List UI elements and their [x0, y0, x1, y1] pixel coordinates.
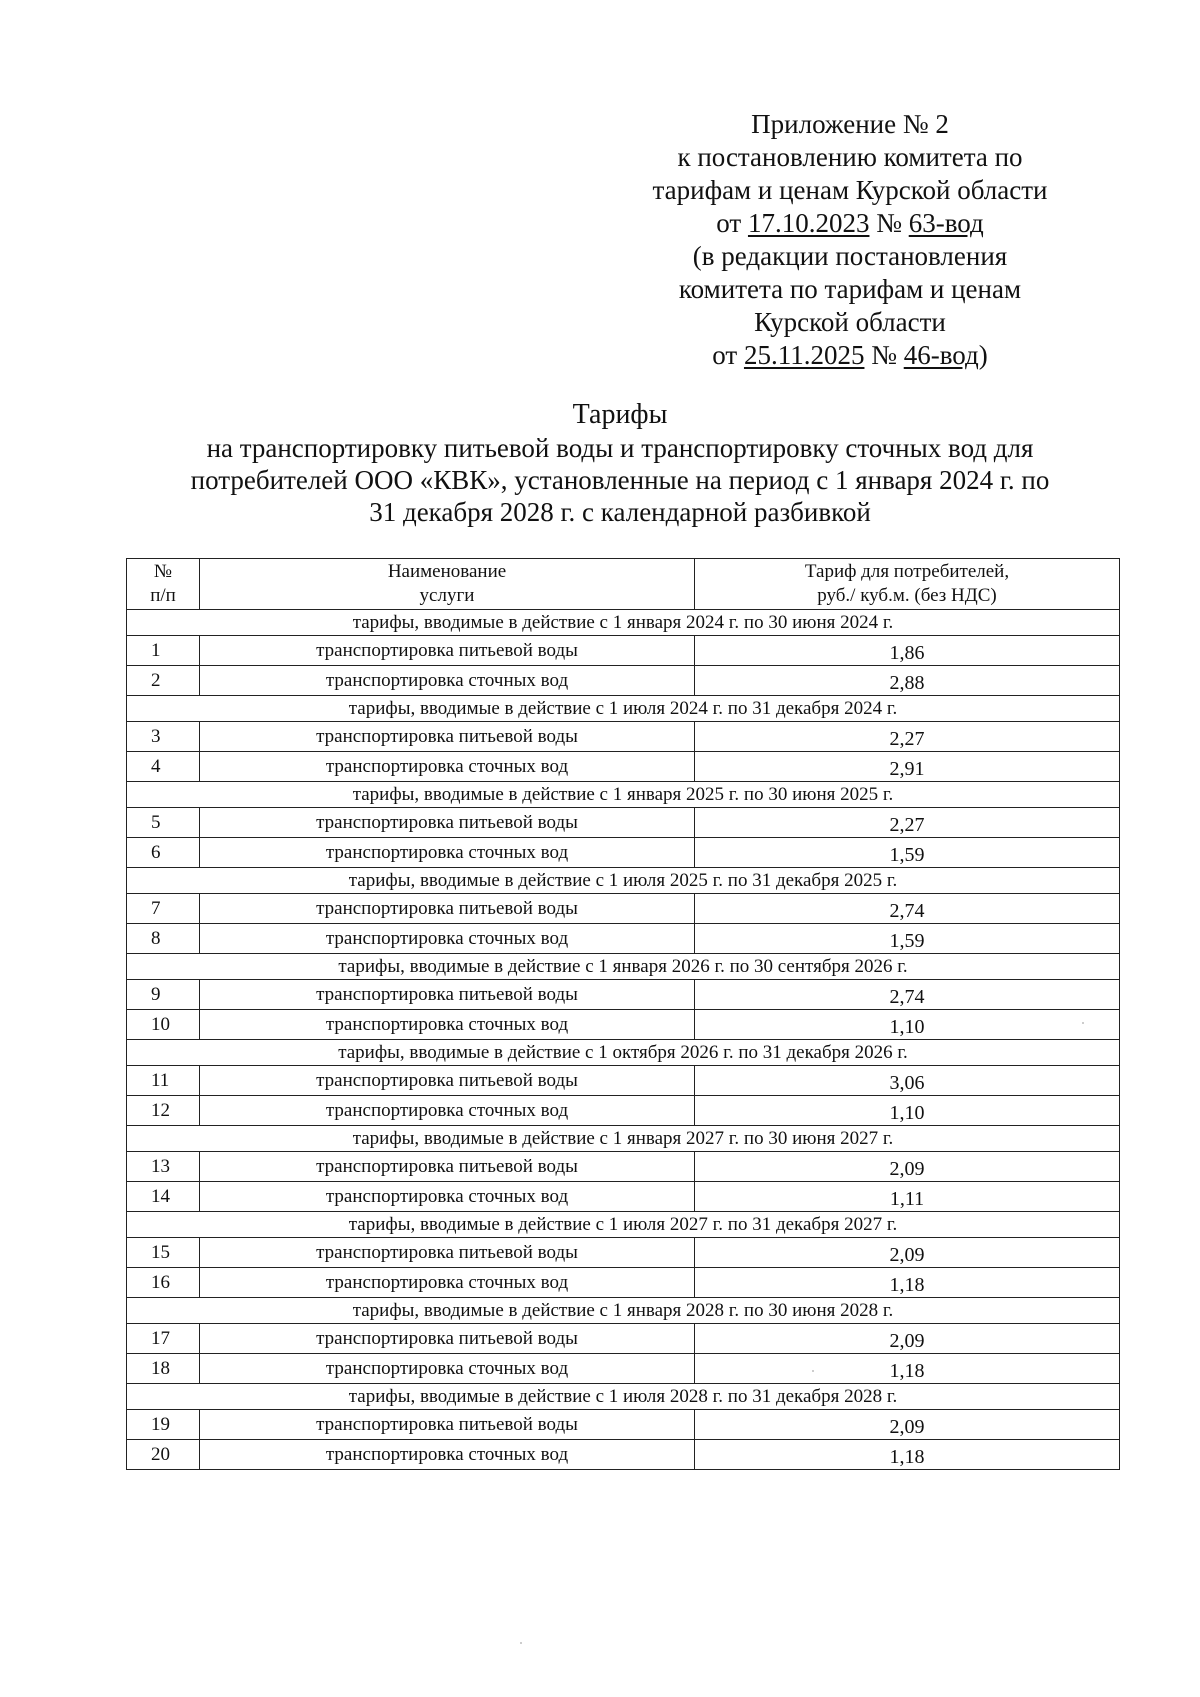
tariff-table-body [127, 610, 1120, 1470]
annex-prefix: от [712, 340, 744, 370]
row-service: транспортировка сточных вод [200, 666, 695, 696]
period-label: тарифы, вводимые в действие с 1 октября 2026 г. по 31 декабря 2026 г. [127, 1040, 1120, 1066]
header-service-line2: услуги [419, 585, 475, 606]
annex-number-sign: № [864, 340, 904, 370]
row-number: 18 [127, 1354, 200, 1384]
row-number: 9 [127, 980, 200, 1010]
period-label: тарифы, вводимые в действие с 1 января 2026 г. по 30 сентября 2026 г. [127, 954, 1120, 980]
tariff-table [126, 558, 1120, 1470]
period-row [127, 1298, 1120, 1324]
row-service: транспортировка сточных вод [200, 1010, 695, 1040]
annex-number-sign: № [869, 208, 909, 238]
scan-speck [812, 1370, 814, 1372]
header-tariff-line1: Тариф для потребителей, [804, 561, 1010, 582]
row-number: 19 [127, 1410, 200, 1440]
table-row [127, 838, 1120, 868]
annex-decree-ref [620, 207, 1080, 240]
period-row [127, 1212, 1120, 1238]
row-number: 16 [127, 1268, 200, 1298]
period-label: тарифы, вводимые в действие с 1 июля 2027 г. по 31 декабря 2027 г. [127, 1212, 1120, 1238]
row-number: 5 [127, 808, 200, 838]
row-tariff: 2,09 [695, 1238, 1120, 1268]
period-label: тарифы, вводимые в действие с 1 июля 2028 г. по 31 декабря 2028 г. [127, 1384, 1120, 1410]
period-row [127, 1384, 1120, 1410]
header-number-line2: п/п [150, 585, 176, 606]
row-service: транспортировка питьевой воды [200, 1324, 695, 1354]
period-row [127, 610, 1120, 636]
row-tariff: 1,18 [695, 1268, 1120, 1298]
annex-line: тарифам и ценам Курской области [652, 175, 1048, 205]
table-row [127, 752, 1120, 782]
row-service: транспортировка сточных вод [200, 1354, 695, 1384]
row-tariff: 2,91 [695, 752, 1120, 782]
period-label: тарифы, вводимые в действие с 1 января 2028 г. по 30 июня 2028 г. [127, 1298, 1120, 1324]
row-tariff: 1,18 [695, 1440, 1120, 1470]
table-row [127, 1066, 1120, 1096]
decree-number: 63-вод [908, 208, 984, 238]
row-tariff: 1,11 [695, 1182, 1120, 1212]
annex-line: комитета по тарифам и ценам [678, 274, 1022, 304]
row-service: транспортировка питьевой воды [200, 636, 695, 666]
annex-prefix: от [716, 208, 748, 238]
scan-speck [520, 1642, 522, 1644]
row-number: 13 [127, 1152, 200, 1182]
row-tariff: 2,88 [695, 666, 1120, 696]
row-number: 7 [127, 894, 200, 924]
annex-line: (в редакции постановления [692, 241, 1008, 271]
row-tariff: 2,27 [695, 722, 1120, 752]
row-service: транспортировка питьевой воды [200, 1238, 695, 1268]
row-number: 11 [127, 1066, 200, 1096]
table-row [127, 722, 1120, 752]
header-service [200, 559, 695, 610]
table-row [127, 808, 1120, 838]
row-number: 20 [127, 1440, 200, 1470]
row-service: транспортировка питьевой воды [200, 980, 695, 1010]
table-row [127, 1152, 1120, 1182]
header-tariff-line2: руб./ куб.м. (без НДС) [817, 585, 997, 606]
table-row [127, 1238, 1120, 1268]
annex-title: Приложение № 2 [751, 109, 949, 139]
period-row [127, 954, 1120, 980]
row-number: 3 [127, 722, 200, 752]
row-number: 12 [127, 1096, 200, 1126]
table-row [127, 924, 1120, 954]
row-number: 15 [127, 1238, 200, 1268]
table-row [127, 894, 1120, 924]
row-tariff: 2,09 [695, 1324, 1120, 1354]
period-label: тарифы, вводимые в действие с 1 июля 2025 г. по 31 декабря 2025 г. [127, 868, 1120, 894]
header-tariff [695, 559, 1120, 610]
row-service: транспортировка питьевой воды [200, 1152, 695, 1182]
decree-date: 17.10.2023 [747, 208, 870, 238]
row-number: 14 [127, 1182, 200, 1212]
row-service: транспортировка питьевой воды [200, 1066, 695, 1096]
row-tariff: 1,59 [695, 838, 1120, 868]
table-header-row [127, 559, 1120, 610]
row-number: 17 [127, 1324, 200, 1354]
row-tariff: 3,06 [695, 1066, 1120, 1096]
document-subtitle-line: на транспортировку питьевой воды и транспортировку сточных вод для [206, 433, 1034, 463]
row-service: транспортировка сточных вод [200, 838, 695, 868]
document-title: Тарифы [572, 399, 668, 430]
row-number: 4 [127, 752, 200, 782]
table-row [127, 980, 1120, 1010]
document-subtitle-line: 31 декабря 2028 г. с календарной разбивкой [369, 497, 871, 527]
header-number-line1: № [153, 561, 173, 582]
row-tariff: 1,59 [695, 924, 1120, 954]
table-row [127, 1182, 1120, 1212]
period-label: тарифы, вводимые в действие с 1 января 2024 г. по 30 июня 2024 г. [127, 610, 1120, 636]
table-row [127, 666, 1120, 696]
row-service: транспортировка сточных вод [200, 924, 695, 954]
row-service: транспортировка сточных вод [200, 1182, 695, 1212]
period-label: тарифы, вводимые в действие с 1 января 2025 г. по 30 июня 2025 г. [127, 782, 1120, 808]
row-service: транспортировка сточных вод [200, 1440, 695, 1470]
table-row [127, 1268, 1120, 1298]
row-tariff: 2,74 [695, 894, 1120, 924]
period-row [127, 782, 1120, 808]
period-label: тарифы, вводимые в действие с 1 июля 2024 г. по 31 декабря 2024 г. [127, 696, 1120, 722]
annex-line: Курской области [754, 307, 946, 337]
row-tariff: 2,09 [695, 1152, 1120, 1182]
row-number: 6 [127, 838, 200, 868]
period-row [127, 696, 1120, 722]
row-service: транспортировка сточных вод [200, 1096, 695, 1126]
table-row [127, 1010, 1120, 1040]
row-service: транспортировка сточных вод [200, 752, 695, 782]
row-number: 1 [127, 636, 200, 666]
scan-speck [1082, 1022, 1084, 1024]
row-tariff: 1,10 [695, 1096, 1120, 1126]
row-tariff: 1,18 [695, 1354, 1120, 1384]
annex-block [620, 108, 1080, 372]
row-service: транспортировка питьевой воды [200, 808, 695, 838]
table-row [127, 1354, 1120, 1384]
row-service: транспортировка питьевой воды [200, 894, 695, 924]
amendment-date: 25.11.2025 [743, 340, 865, 370]
row-number: 8 [127, 924, 200, 954]
header-number [127, 559, 200, 610]
table-row [127, 1324, 1120, 1354]
row-service: транспортировка сточных вод [200, 1268, 695, 1298]
table-row [127, 636, 1120, 666]
period-row [127, 1040, 1120, 1066]
row-tariff: 2,27 [695, 808, 1120, 838]
period-label: тарифы, вводимые в действие с 1 января 2027 г. по 30 июня 2027 г. [127, 1126, 1120, 1152]
table-row [127, 1096, 1120, 1126]
period-row [127, 1126, 1120, 1152]
row-tariff: 2,09 [695, 1410, 1120, 1440]
table-row [127, 1440, 1120, 1470]
header-service-line1: Наименование [387, 561, 507, 582]
annex-amendment-ref [620, 339, 1080, 372]
row-service: транспортировка питьевой воды [200, 1410, 695, 1440]
row-number: 2 [127, 666, 200, 696]
amendment-number: 46-вод [903, 340, 979, 370]
row-tariff: 1,86 [695, 636, 1120, 666]
document-heading [150, 398, 1090, 528]
annex-line: к постановлению комитета по [677, 142, 1023, 172]
row-service: транспортировка питьевой воды [200, 722, 695, 752]
row-tariff: 1,10 [695, 1010, 1120, 1040]
annex-closing-paren: ) [978, 340, 988, 370]
period-row [127, 868, 1120, 894]
table-row [127, 1410, 1120, 1440]
row-tariff: 2,74 [695, 980, 1120, 1010]
document-subtitle-line: потребителей ООО «КВК», установленные на период с 1 января 2024 г. по [190, 465, 1050, 495]
row-number: 10 [127, 1010, 200, 1040]
